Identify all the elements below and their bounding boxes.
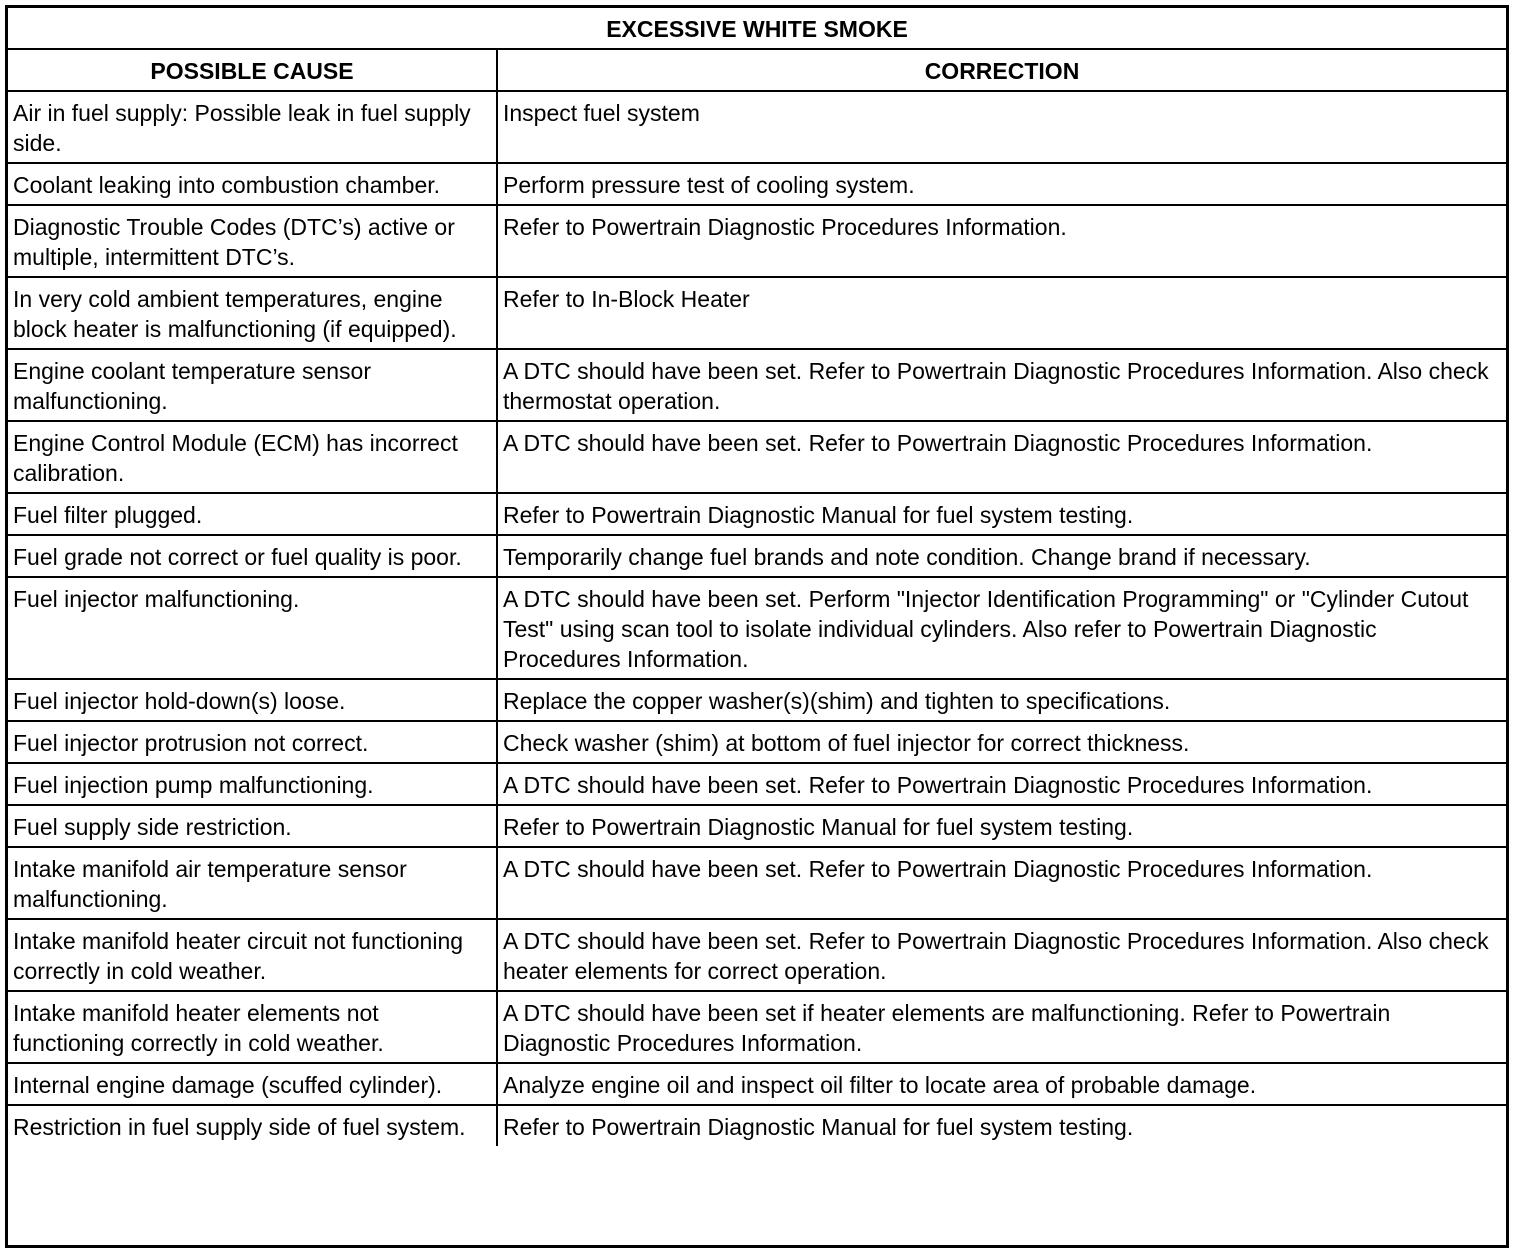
cause-cell: Intake manifold heater elements not functioning correctly in cold weather.: [8, 991, 497, 1063]
cause-cell: Fuel filter plugged.: [8, 493, 497, 535]
table-row: [8, 991, 1506, 1063]
table-row: [8, 919, 1506, 991]
table-row: [8, 277, 1506, 349]
cause-cell: Intake manifold air temperature sensor malfunctioning.: [8, 847, 497, 919]
correction-cell: A DTC should have been set. Refer to Powertrain Diagnostic Procedures Information.: [497, 847, 1506, 919]
correction-cell: Replace the copper washer(s)(shim) and tighten to specifications.: [497, 679, 1506, 721]
cause-cell: Fuel supply side restriction.: [8, 805, 497, 847]
cause-cell: Internal engine damage (scuffed cylinder).: [8, 1063, 497, 1105]
correction-cell: Check washer (shim) at bottom of fuel injector for correct thickness.: [497, 721, 1506, 763]
cause-cell: Fuel injector protrusion not correct.: [8, 721, 497, 763]
table-row: [8, 721, 1506, 763]
column-header-correction: CORRECTION: [497, 49, 1506, 91]
correction-cell: Perform pressure test of cooling system.: [497, 163, 1506, 205]
table-row: [8, 1105, 1506, 1146]
correction-cell: Inspect fuel system: [497, 91, 1506, 163]
table-row: [8, 1063, 1506, 1105]
cause-cell: Fuel grade not correct or fuel quality is poor.: [8, 535, 497, 577]
cause-cell: Fuel injector malfunctioning.: [8, 577, 497, 679]
correction-cell: Refer to Powertrain Diagnostic Manual for fuel system testing.: [497, 805, 1506, 847]
correction-cell: Refer to Powertrain Diagnostic Procedures Information.: [497, 205, 1506, 277]
correction-cell: A DTC should have been set. Refer to Powertrain Diagnostic Procedures Information. Also check heater elements for correct operation.: [497, 919, 1506, 991]
correction-cell: Temporarily change fuel brands and note condition. Change brand if necessary.: [497, 535, 1506, 577]
table-row: [8, 577, 1506, 679]
table-row: [8, 205, 1506, 277]
table-row: [8, 493, 1506, 535]
correction-cell: Refer to Powertrain Diagnostic Manual for fuel system testing.: [497, 493, 1506, 535]
cause-cell: Engine Control Module (ECM) has incorrect calibration.: [8, 421, 497, 493]
cause-cell: Fuel injection pump malfunctioning.: [8, 763, 497, 805]
cause-cell: Coolant leaking into combustion chamber.: [8, 163, 497, 205]
table-row: [8, 763, 1506, 805]
correction-cell: A DTC should have been set. Refer to Powertrain Diagnostic Procedures Information. Also check thermostat operation.: [497, 349, 1506, 421]
table-title: EXCESSIVE WHITE SMOKE: [8, 8, 1506, 49]
cause-cell: Intake manifold heater circuit not functioning correctly in cold weather.: [8, 919, 497, 991]
correction-cell: A DTC should have been set. Refer to Powertrain Diagnostic Procedures Information.: [497, 421, 1506, 493]
table-row: [8, 421, 1506, 493]
table-row: [8, 91, 1506, 163]
cause-cell: Restriction in fuel supply side of fuel system.: [8, 1105, 497, 1146]
correction-cell: Refer to Powertrain Diagnostic Manual for fuel system testing.: [497, 1105, 1506, 1146]
table-row: [8, 805, 1506, 847]
correction-cell: A DTC should have been set if heater elements are malfunctioning. Refer to Powertrain Diagnostic Procedures Information.: [497, 991, 1506, 1063]
table-row: [8, 679, 1506, 721]
table-header-row: [8, 49, 1506, 91]
table-title-row: [8, 8, 1506, 49]
correction-cell: Analyze engine oil and inspect oil filter to locate area of probable damage.: [497, 1063, 1506, 1105]
correction-cell: A DTC should have been set. Perform "Injector Identification Programming" or "Cylinder Cutout Test" using scan tool to isolate individual cylinders. Also refer to Powertrain Diagnostic Procedures Information.: [497, 577, 1506, 679]
diagnostic-table: [8, 8, 1506, 1146]
cause-cell: Diagnostic Trouble Codes (DTC’s) active or multiple, intermittent DTC’s.: [8, 205, 497, 277]
table-row: [8, 349, 1506, 421]
table-row: [8, 163, 1506, 205]
cause-cell: Fuel injector hold-down(s) loose.: [8, 679, 497, 721]
table-row: [8, 535, 1506, 577]
cause-cell: In very cold ambient temperatures, engine block heater is malfunctioning (if equipped).: [8, 277, 497, 349]
diagnostic-table-frame: [5, 5, 1509, 1248]
column-header-possible-cause: POSSIBLE CAUSE: [8, 49, 497, 91]
cause-cell: Engine coolant temperature sensor malfunctioning.: [8, 349, 497, 421]
correction-cell: Refer to In-Block Heater: [497, 277, 1506, 349]
table-row: [8, 847, 1506, 919]
cause-cell: Air in fuel supply: Possible leak in fuel supply side.: [8, 91, 497, 163]
correction-cell: A DTC should have been set. Refer to Powertrain Diagnostic Procedures Information.: [497, 763, 1506, 805]
